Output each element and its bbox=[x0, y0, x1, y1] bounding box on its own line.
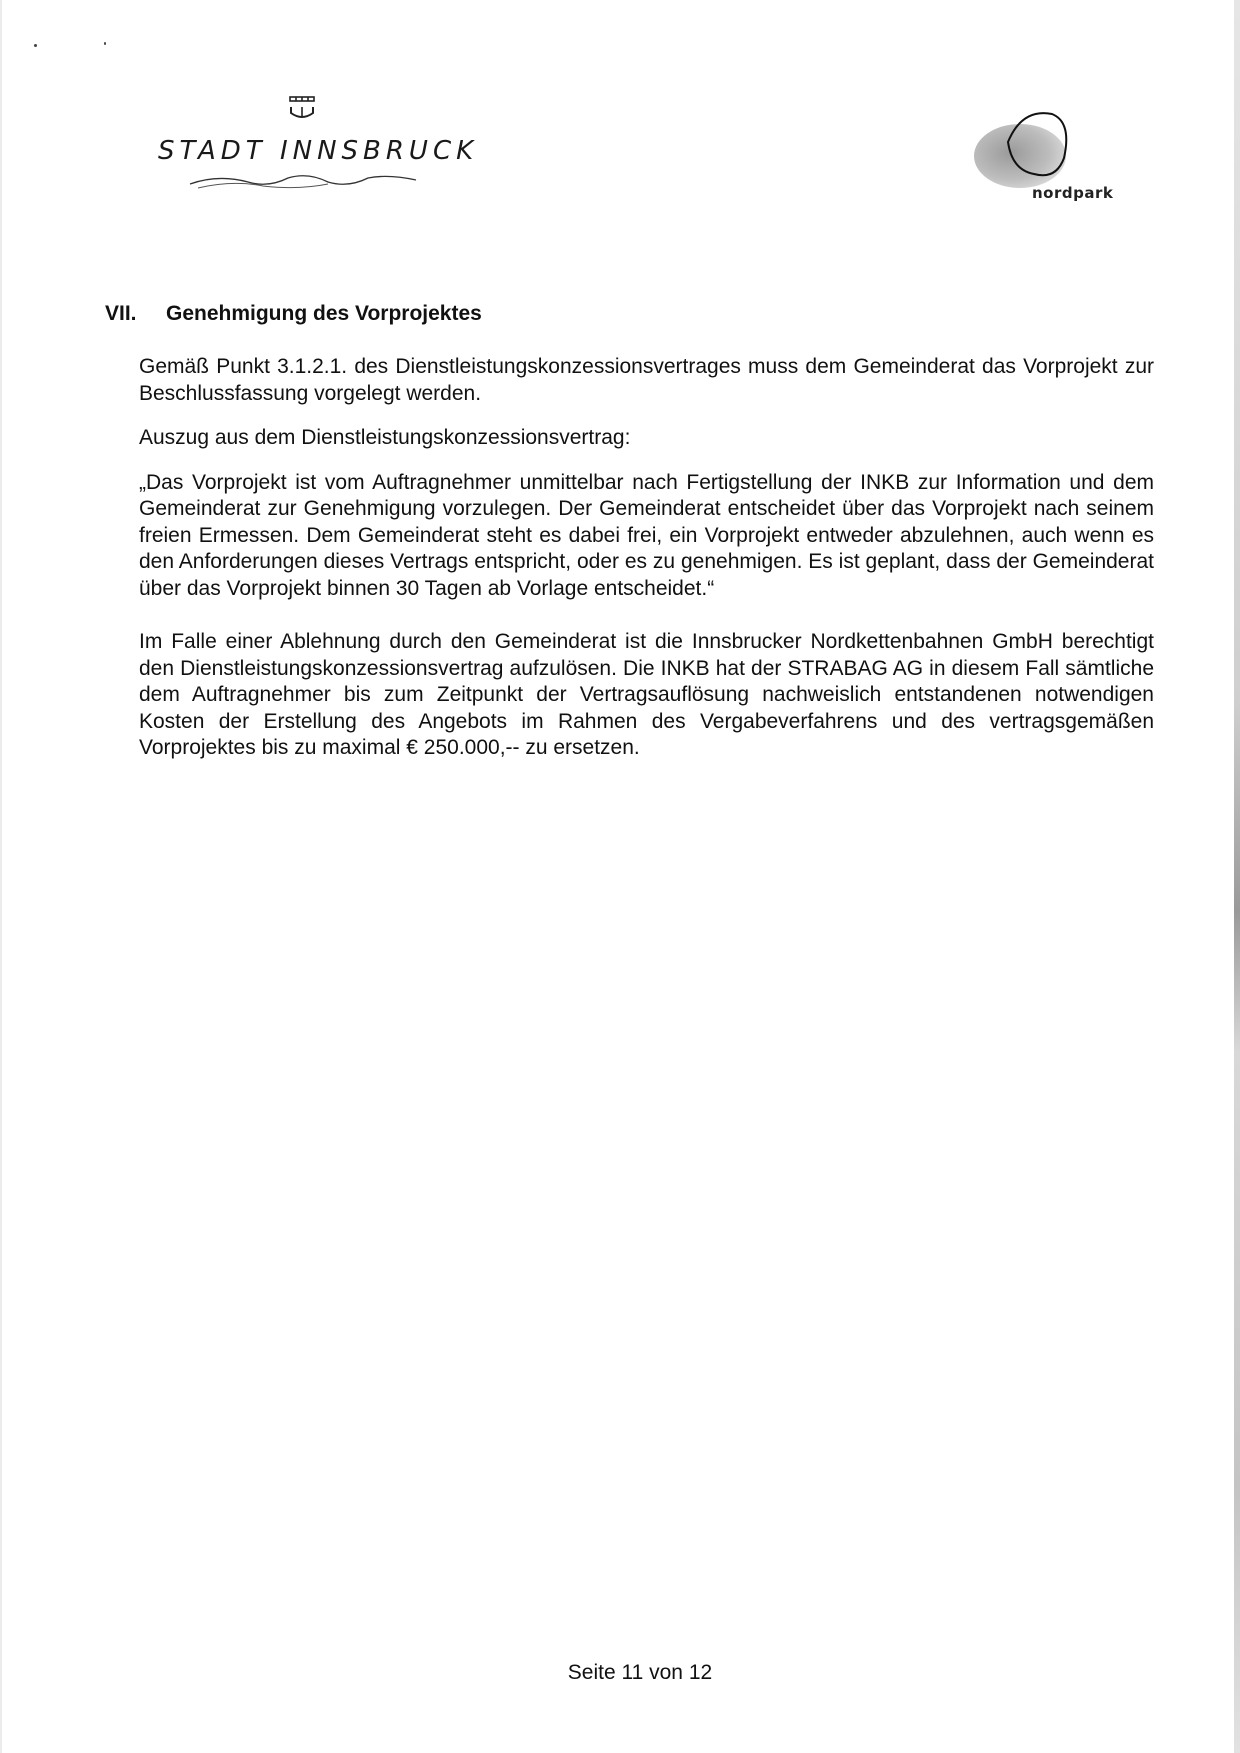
logo-wordmark-nordpark: nordpark bbox=[1032, 184, 1114, 202]
logo-wordmark: STADT INNSBRUCK bbox=[158, 136, 479, 166]
city-crest-icon bbox=[288, 94, 316, 122]
stadt-innsbruck-logo bbox=[158, 94, 478, 194]
scan-edge-left bbox=[0, 0, 2, 1753]
page-number: Seite 11 von 12 bbox=[567, 1661, 713, 1684]
section-number: VII. bbox=[105, 302, 137, 325]
scan-speck bbox=[34, 44, 37, 47]
section-heading bbox=[105, 302, 482, 326]
scan-edge-right bbox=[1234, 0, 1240, 1753]
nordpark-logo bbox=[960, 100, 1130, 210]
paragraph: Im Falle einer Ablehnung durch den Gemeinderat ist die Innsbrucker Nordkettenbahnen GmbH berechtigt den Dienstleistungskonzessionsvertrag aufzulösen. Die INKB hat der STRABAG AG in diesem Fall sämtliche dem Auftragnehmer bis zum Zeitpunkt der Vertragsauflösung nachweislich entstandenen notwendigen Kosten der Erstellung des Angebots im Rahmen des Vergabeverfahrens und des vertragsgemäßen Vorprojektes bis zu maximal € 250.000,-- zu ersetzen. bbox=[139, 630, 1154, 759]
logo-swoosh-icon bbox=[188, 170, 418, 192]
scan-speck bbox=[104, 42, 106, 45]
section-title: Genehmigung des Vorprojektes bbox=[166, 302, 482, 325]
body-text bbox=[139, 354, 1154, 762]
paragraph: Auszug aus dem Dienstleistungskonzessionsvertrag: bbox=[139, 426, 631, 449]
paragraph: Gemäß Punkt 3.1.2.1. des Dienstleistungskonzessionsvertrages muss dem Gemeinderat das Vorprojekt zur Beschlussfassung vorgelegt werden. bbox=[139, 355, 1154, 405]
quoted-paragraph: „Das Vorprojekt ist vom Auftragnehmer unmittelbar nach Fertigstellung der INKB zur Information und dem Gemeinderat zur Genehmigung vorzulegen. Der Gemeinderat entscheidet über das Vorprojekt nach seinem freien Ermessen. Dem Gemeinderat steht es dabei frei, ein Vorprojekt entweder abzulehnen, auch wenn es den Anforderungen dieses Vertrags entspricht, oder es zu genehmigen. Es ist geplant, dass der Gemeinderat über das Vorprojekt binnen 30 Tagen ab Vorlage entscheidet.“ bbox=[139, 470, 1154, 600]
